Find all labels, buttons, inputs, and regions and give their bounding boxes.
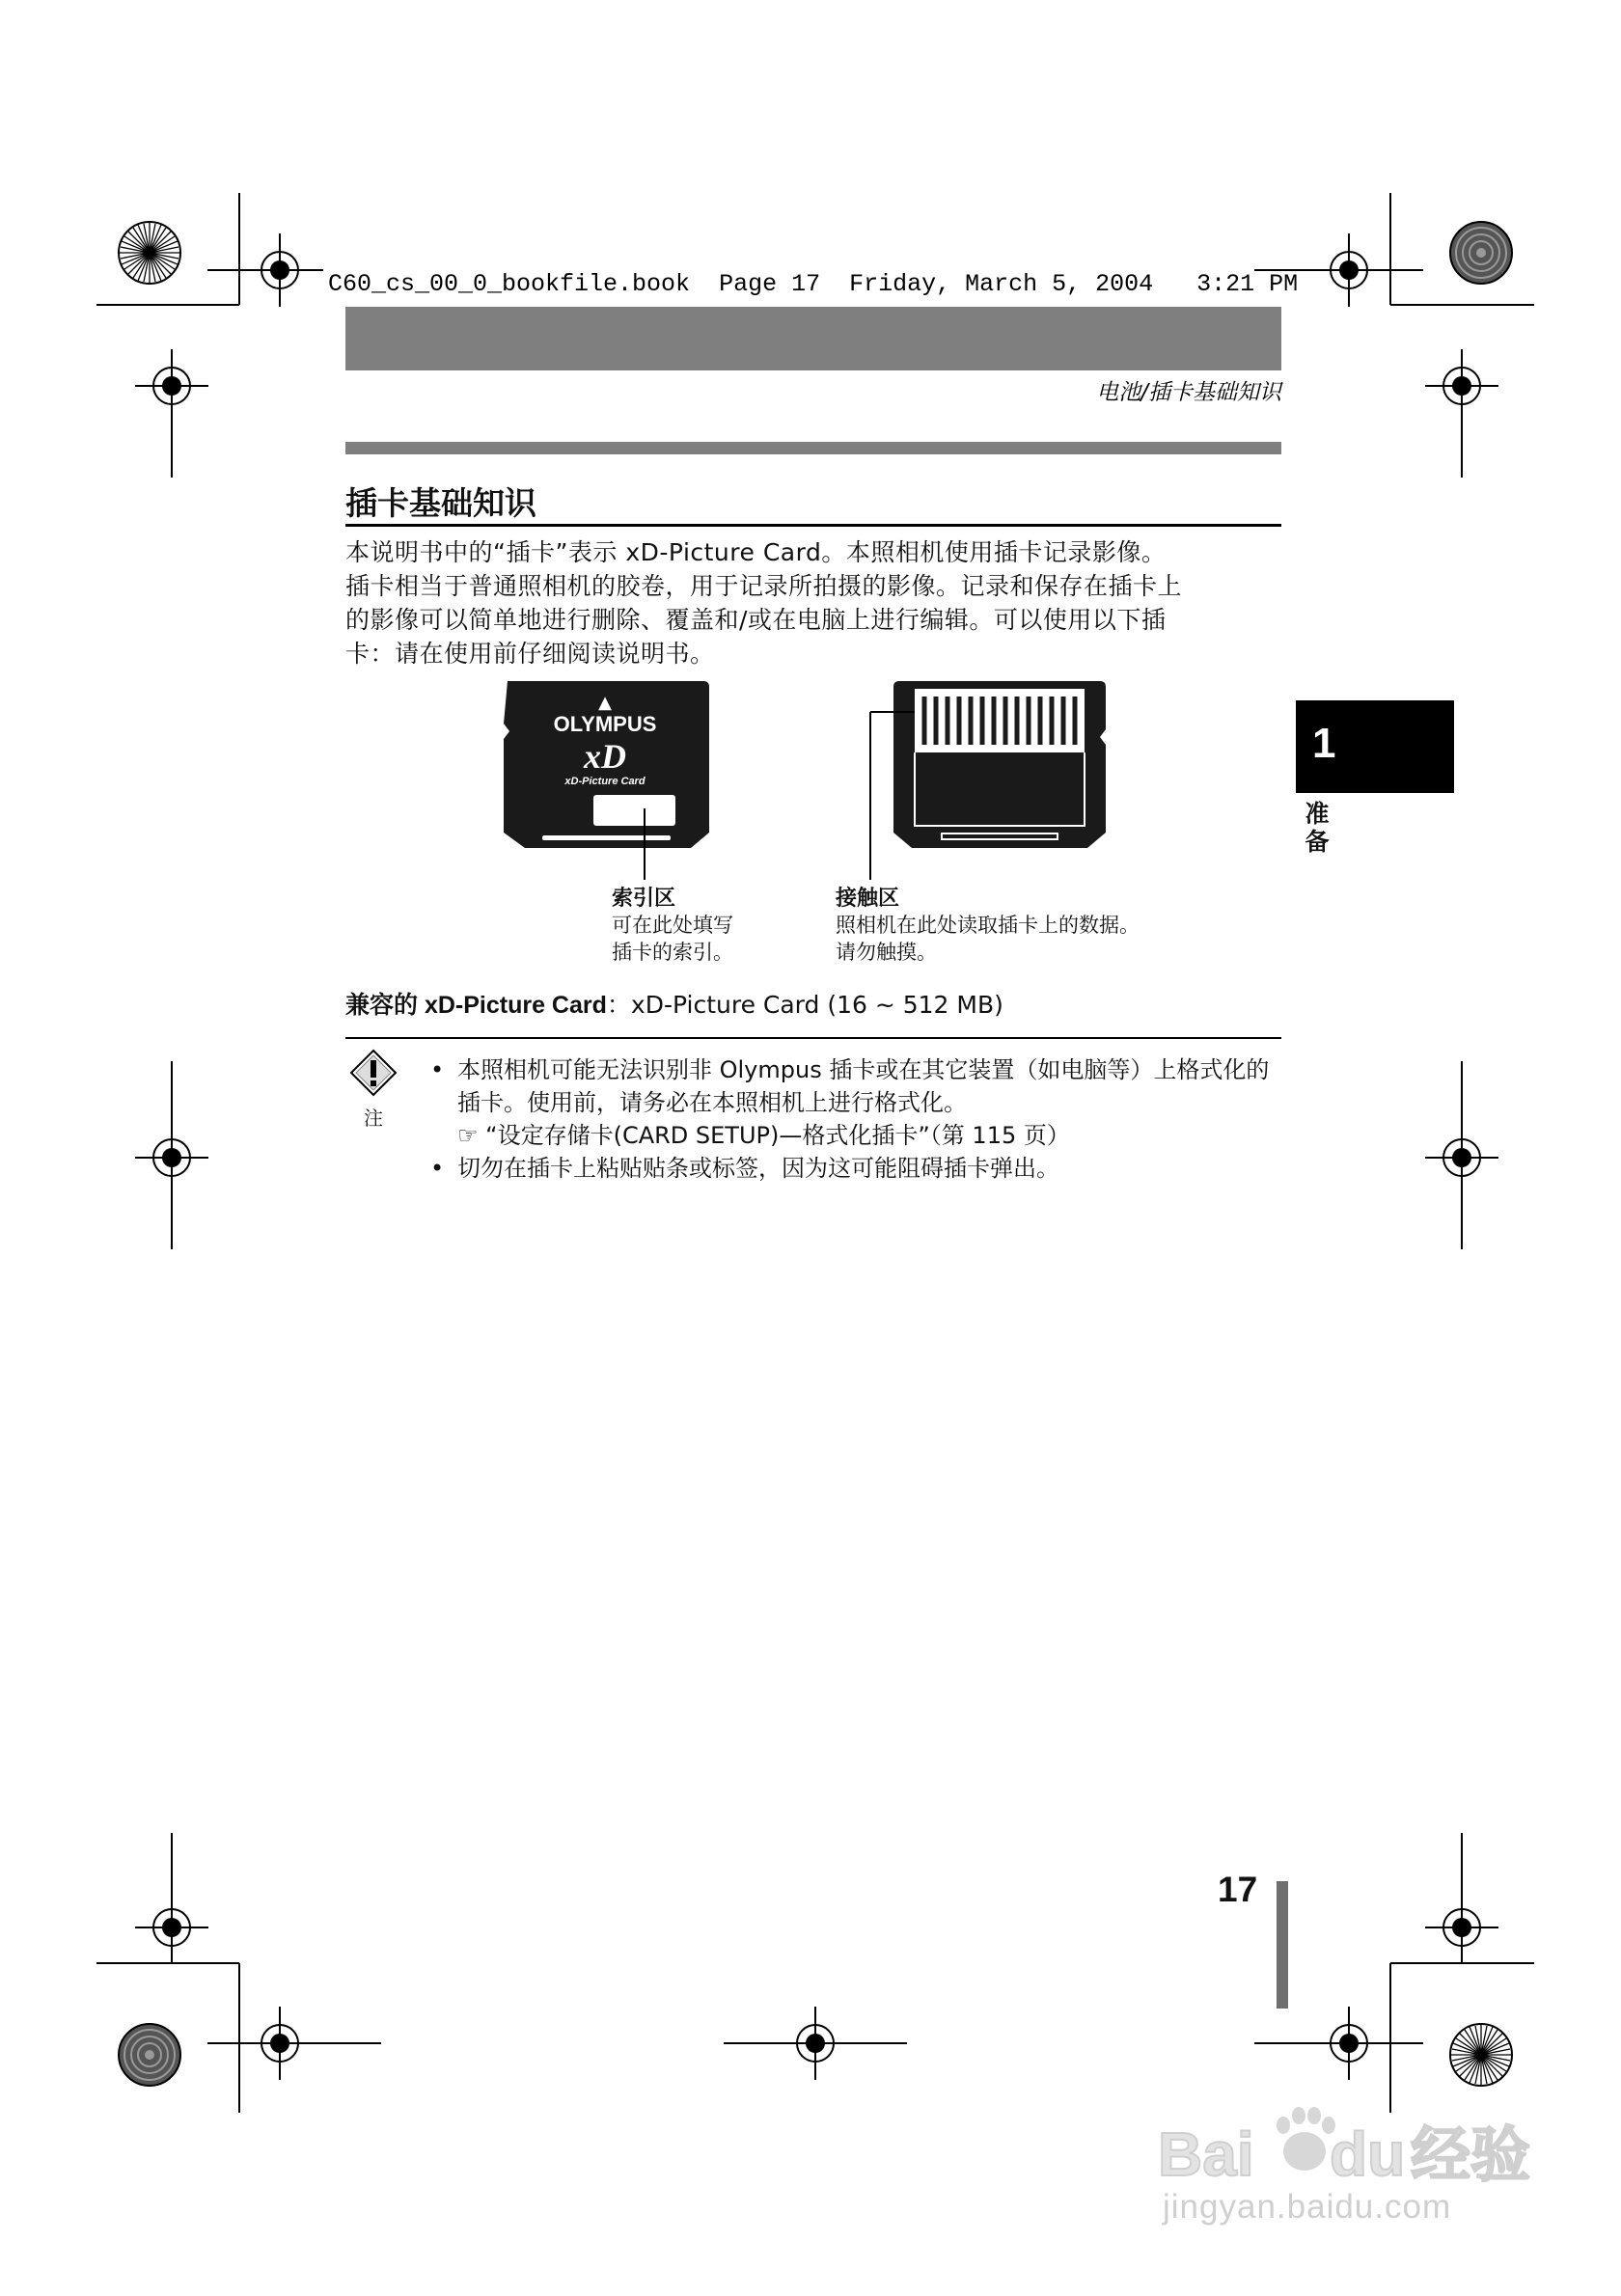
card-logo: xD xyxy=(584,737,626,776)
warning-icon xyxy=(349,1049,398,1097)
paw-icon xyxy=(1277,2107,1335,2171)
page-number-bar xyxy=(1277,1881,1288,2009)
chapter-number: 1 xyxy=(1312,720,1336,767)
note-divider xyxy=(345,1037,1281,1039)
contact-area-callout xyxy=(836,882,1140,966)
note-list xyxy=(425,1053,1288,1185)
intro-line: 本说明书中的“插卡”表示 xD-Picture Card。本照相机使用插卡记录影像。 xyxy=(345,538,1167,566)
note-text: 本照相机可能无法识别非 Olympus 插卡或在其它装置（如电脑等）上格式化的插卡。使用前，请务必在本照相机上进行格式化。 xyxy=(457,1056,1270,1116)
index-area-line: 插卡的索引。 xyxy=(612,941,733,964)
file-header: C60_cs_00_0_bookfile.book Page 17 Friday, March 5, 2004 3:21 PM xyxy=(328,270,1299,298)
watermark-text: Bai xyxy=(1158,2119,1254,2189)
note-item xyxy=(425,1053,1288,1152)
note-label: 注 xyxy=(364,1107,383,1130)
contact-area-line: 照相机在此处读取插卡上的数据。 xyxy=(836,914,1140,937)
page-number: 17 xyxy=(1218,1870,1258,1909)
index-area-line: 可在此处填写 xyxy=(612,914,733,937)
index-area-callout xyxy=(612,882,733,966)
compatible-cards xyxy=(345,986,1003,1021)
card-logo-sub: xD-Picture Card xyxy=(564,776,646,787)
watermark-url: jingyan.baidu.com xyxy=(1163,2188,1452,2226)
card-arrow-icon: ▲ xyxy=(598,693,612,713)
note-text: 切勿在插卡上粘贴贴条或标签，因为这可能阻碍插卡弹出。 xyxy=(457,1155,1059,1182)
note-icon-block xyxy=(349,1049,398,1130)
intro-line: 的影像可以简单地进行删除、覆盖和/或在电脑上进行编辑。可以使用以下插 xyxy=(345,606,1167,634)
section-title: 插卡基础知识 xyxy=(345,484,536,522)
watermark-cn: 经验 xyxy=(1411,2119,1531,2190)
compatible-label: 兼容的 xD-Picture Card xyxy=(345,992,607,1019)
reference-icon: ☞ xyxy=(457,1122,479,1149)
contact-area-title: 接触区 xyxy=(836,887,900,911)
watermark-logo xyxy=(1158,2098,1539,2190)
compatible-value: xD-Picture Card (16 ~ 512 MB) xyxy=(630,991,1003,1019)
note-reference: “设定存储卡(CARD SETUP)—格式化插卡”（第 115 页） xyxy=(485,1122,1070,1149)
chapter-tab xyxy=(1296,700,1454,793)
watermark-text: du xyxy=(1330,2119,1406,2189)
note-item xyxy=(425,1152,1288,1185)
chapter-label: 准备 xyxy=(1302,801,1330,857)
card-brand: OLYMPUS xyxy=(553,712,657,736)
intro-line: 卡：请在使用前仔细阅读说明书。 xyxy=(345,640,715,668)
compatible-separator: ： xyxy=(606,991,631,1019)
intro-line: 插卡相当于普通照相机的胶卷，用于记录所拍摄的影像。记录和保存在插卡上 xyxy=(345,572,1183,600)
contact-area-line: 请勿触摸。 xyxy=(836,941,937,964)
running-header: 电池/插卡基础知识 xyxy=(1096,380,1281,405)
index-area-title: 索引区 xyxy=(612,887,676,911)
